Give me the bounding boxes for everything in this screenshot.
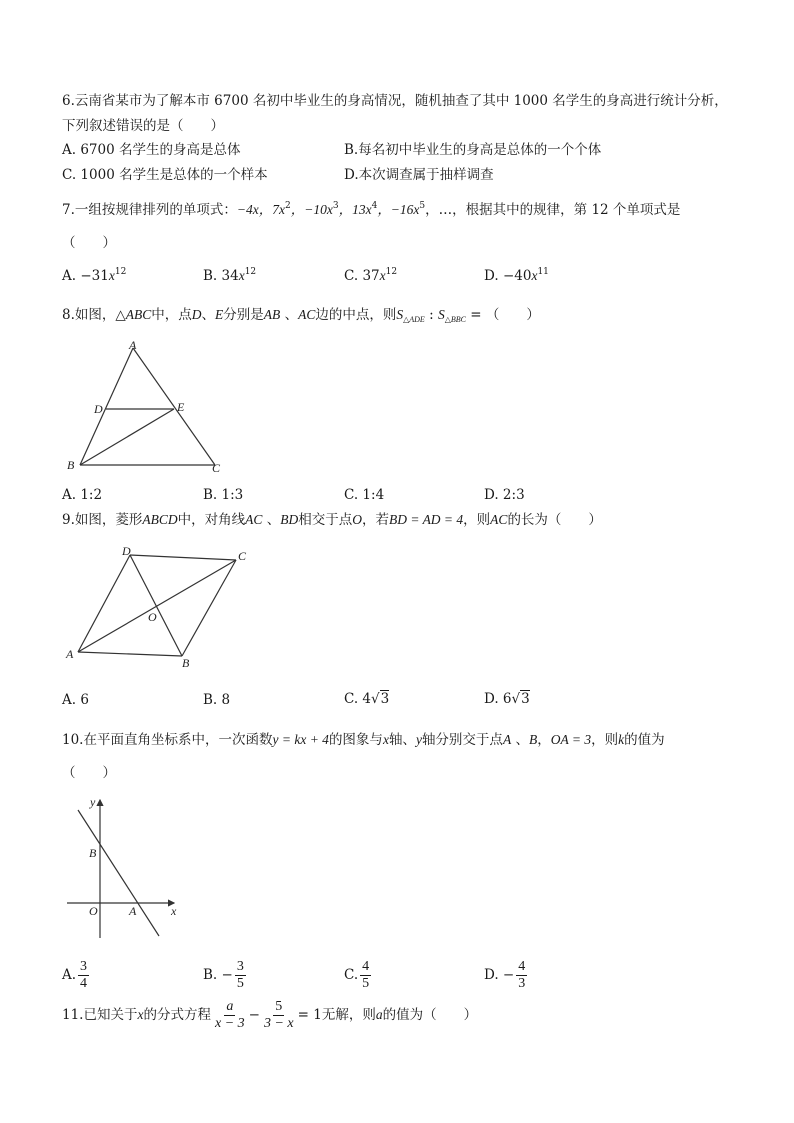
q8-label-d: D bbox=[94, 402, 103, 416]
q7-term2: 7x bbox=[272, 202, 285, 217]
q8-label-c: C bbox=[212, 461, 221, 475]
q7-term4-exp: 4 bbox=[371, 201, 378, 211]
q11-stem bbox=[62, 995, 477, 1035]
q7-option-b-var: x bbox=[238, 268, 245, 283]
q11-stem-d: 的值为（ ） bbox=[382, 1007, 478, 1023]
q10-sep: 、 bbox=[511, 732, 529, 748]
q7-prefix: 7.一组按规律排列的单项式： bbox=[62, 202, 237, 218]
q8-option-c: C. 1:4 bbox=[344, 487, 385, 503]
q10-option-c-label: C. bbox=[344, 967, 359, 983]
q8-stem-d: 边的中点，则 bbox=[315, 307, 397, 323]
q7-option-b-coef: 34 bbox=[221, 268, 239, 284]
q9-option-c bbox=[344, 690, 389, 708]
q10-stem-b: 的图象与 bbox=[328, 732, 383, 748]
q9-option-c-label: C. 4 bbox=[344, 691, 372, 707]
q11-fraction1-num: a bbox=[226, 999, 234, 1014]
q9-ac2: AC bbox=[490, 512, 508, 527]
q10-label-y: y bbox=[90, 795, 96, 809]
q7-option-b-label: B. bbox=[203, 268, 222, 284]
q10-y: y bbox=[415, 732, 422, 747]
q10-point-b: B bbox=[528, 732, 538, 747]
q9-label-c: C bbox=[238, 549, 247, 563]
q6-stem-line1: 6.云南省某市为了解本市 6700 名初中毕业生的身高情况，随机抽查了其中 1000 名学生的身高进行统计分析， bbox=[62, 93, 728, 109]
q8-option-a: A. 1:2 bbox=[62, 487, 103, 503]
q7-option-d bbox=[484, 267, 549, 285]
q10-stem-e: ， bbox=[537, 732, 551, 748]
q10-label-o: O bbox=[89, 904, 98, 918]
q10-stem-f: ，则 bbox=[591, 732, 619, 748]
q9-option-a: A. 6 bbox=[62, 692, 89, 708]
q9-option-b: B. 8 bbox=[203, 692, 231, 708]
q7-option-d-label: D. bbox=[484, 268, 503, 284]
q8-stem-b: 中，点 bbox=[151, 307, 192, 323]
q10-option-b-num: 3 bbox=[236, 959, 244, 974]
q9-abcd: ABCD bbox=[142, 512, 178, 527]
q9-stem-c: 相交于点 bbox=[298, 512, 353, 528]
q10-option-c bbox=[344, 955, 373, 995]
q9-equation: BD = AD = 4 bbox=[388, 512, 464, 527]
q7-option-a bbox=[62, 267, 126, 285]
q7-option-a-exp: 12 bbox=[114, 267, 127, 277]
q10-point-a: A bbox=[502, 732, 512, 747]
q7-ellipsis: ，… bbox=[425, 202, 453, 218]
q10-option-c-den: 5 bbox=[362, 976, 370, 991]
q10-option-b-den: 5 bbox=[236, 976, 244, 991]
q11-stem-c: 无解，则 bbox=[321, 1007, 376, 1023]
q8-option-d: D. 2:3 bbox=[484, 487, 525, 503]
q10-option-a-label: A. bbox=[62, 967, 77, 983]
q10-label-x: x bbox=[171, 904, 177, 918]
q11-fraction2-den: 3 − x bbox=[263, 1016, 294, 1031]
q8-sep1: 、 bbox=[201, 307, 216, 323]
q9-stem-b: 中，对角线 bbox=[177, 512, 246, 528]
q7-option-c-exp: 12 bbox=[385, 267, 398, 277]
q7-term3-exp: 3 bbox=[332, 201, 339, 211]
q10-option-c-num: 4 bbox=[362, 959, 370, 974]
q7-option-a-coef: −31 bbox=[80, 268, 109, 284]
q7-option-d-coef: −40 bbox=[502, 268, 532, 284]
q9-option-d-label: D. 6 bbox=[484, 691, 512, 707]
q9-label-d: D bbox=[122, 544, 131, 558]
q9-option-d-radical: √ bbox=[511, 691, 521, 707]
q9-label-b: B bbox=[182, 656, 190, 670]
q8-ab: AB bbox=[263, 307, 281, 322]
q10-option-b-label: B. − bbox=[203, 967, 233, 983]
q9-ac: AC bbox=[245, 512, 263, 527]
q7-option-c bbox=[344, 267, 397, 285]
q7-term4: ，13x bbox=[338, 202, 372, 217]
q10-option-d-num: 4 bbox=[518, 959, 526, 974]
q10-stem-d: 轴分别交于点 bbox=[421, 732, 503, 748]
q7-option-c-label: C. bbox=[344, 268, 363, 284]
q8-ac: AC bbox=[298, 307, 316, 322]
q7-stem bbox=[62, 201, 680, 219]
q8-stem-c: 分别是 bbox=[223, 307, 264, 323]
q7-option-d-exp: 11 bbox=[537, 267, 549, 277]
q10-option-a-den: 4 bbox=[80, 976, 88, 991]
q8-colon: : bbox=[424, 307, 438, 323]
q9-option-c-radical: √ bbox=[371, 691, 380, 707]
q9-point-o: O bbox=[352, 512, 362, 527]
q7-term3: ，−10x bbox=[290, 202, 333, 217]
q8-stem-e: = （ ） bbox=[465, 307, 540, 323]
q7-option-a-var: x bbox=[108, 268, 115, 283]
q7-option-b-exp: 12 bbox=[244, 267, 257, 277]
q10-option-d-label: D. − bbox=[484, 967, 515, 983]
q8-label-a: A bbox=[129, 338, 137, 352]
q6-option-c: C. 1000 名学生是总体的一个样本 bbox=[62, 167, 268, 183]
q9-option-d bbox=[484, 690, 530, 708]
q9-bd: BD bbox=[280, 512, 299, 527]
q10-label-b: B bbox=[89, 846, 97, 860]
q11-minus: − bbox=[248, 1007, 260, 1023]
q10-option-a-num: 3 bbox=[80, 959, 88, 974]
q10-option-d-den: 3 bbox=[518, 976, 526, 991]
q11-fraction2-num: 5 bbox=[275, 999, 283, 1014]
q10-x: x bbox=[382, 732, 389, 747]
q11-fraction1-den: x − 3 bbox=[214, 1016, 245, 1031]
q8-area2-sub: △BBC bbox=[444, 315, 466, 324]
q10-paren: （ ） bbox=[62, 765, 116, 781]
q9-option-c-radicand: 3 bbox=[380, 691, 390, 707]
q9-stem-f: 的长为（ ） bbox=[507, 512, 602, 528]
q8-triangle-figure bbox=[60, 338, 235, 478]
q8-area1: S bbox=[396, 307, 404, 322]
q8-label-e: E bbox=[177, 400, 185, 414]
q11-x: x bbox=[137, 1007, 144, 1022]
q9-stem-a: 9.如图，菱形 bbox=[62, 512, 143, 528]
q7-term5-exp: 5 bbox=[419, 201, 426, 211]
q7-option-b bbox=[203, 267, 256, 285]
q9-option-d-radicand: 3 bbox=[521, 691, 530, 707]
q11-stem-b: 的分式方程 bbox=[143, 1007, 211, 1023]
q7-option-d-var: x bbox=[531, 268, 538, 283]
q10-function: y = kx + 4 bbox=[272, 732, 329, 747]
q10-option-a bbox=[62, 955, 91, 995]
q10-stem-g: 的值为 bbox=[624, 732, 665, 748]
q10-coordinate-figure bbox=[62, 790, 192, 945]
q7-option-a-label: A. bbox=[62, 268, 81, 284]
q8-triangle: △ABC bbox=[115, 307, 152, 322]
q6-option-b: B.每名初中毕业生的身高是总体的一个个体 bbox=[344, 142, 602, 158]
q7-term1: −4x， bbox=[236, 202, 273, 217]
q10-oa: OA = 3 bbox=[550, 732, 592, 747]
q10-k: k bbox=[618, 732, 625, 747]
q6-option-d: D.本次调查属于抽样调查 bbox=[344, 167, 494, 183]
q9-stem bbox=[62, 511, 602, 529]
q8-sep2: 、 bbox=[280, 307, 299, 323]
q10-stem bbox=[62, 731, 665, 749]
q8-point-e: E bbox=[215, 307, 224, 322]
q10-label-a: A bbox=[129, 904, 137, 918]
q11-stem-a: 11.已知关于 bbox=[62, 1007, 138, 1023]
q10-stem-a: 10.在平面直角坐标系中，一次函数 bbox=[62, 732, 273, 748]
q8-area1-sub: △ADE bbox=[403, 315, 425, 324]
q8-option-b: B. 1:3 bbox=[203, 487, 244, 503]
q6-stem-line2: 下列叙述错误的是（ ） bbox=[62, 118, 224, 134]
q10-option-d bbox=[484, 955, 529, 995]
q7-suffix: ，根据其中的规律，第 12 个单项式是 bbox=[452, 202, 681, 218]
q8-area2: S bbox=[437, 307, 445, 322]
q9-stem-e: ，则 bbox=[463, 512, 491, 528]
q8-point-d: D bbox=[191, 307, 202, 322]
q9-sep: 、 bbox=[262, 512, 281, 528]
q7-paren: （ ） bbox=[62, 235, 116, 251]
q8-stem-a: 8.如图， bbox=[62, 307, 116, 323]
q7-term5: ，−16x bbox=[377, 202, 420, 217]
q8-label-b: B bbox=[67, 458, 75, 472]
q11-a: a bbox=[375, 1007, 383, 1022]
q7-option-c-var: x bbox=[379, 268, 386, 283]
q10-option-b bbox=[203, 955, 248, 995]
q8-stem bbox=[62, 306, 540, 324]
q6-option-a: A. 6700 名学生的身高是总体 bbox=[62, 142, 241, 158]
q11-equals-one: = 1 bbox=[297, 1007, 322, 1023]
q10-stem-c: 轴、 bbox=[388, 732, 416, 748]
q7-term2-exp: 2 bbox=[285, 201, 291, 211]
q9-rhombus-figure bbox=[62, 542, 262, 672]
q9-label-a: A bbox=[66, 647, 74, 661]
q7-option-c-coef: 37 bbox=[362, 268, 380, 284]
q9-label-o: O bbox=[148, 610, 157, 624]
q9-stem-d: ，若 bbox=[361, 512, 389, 528]
